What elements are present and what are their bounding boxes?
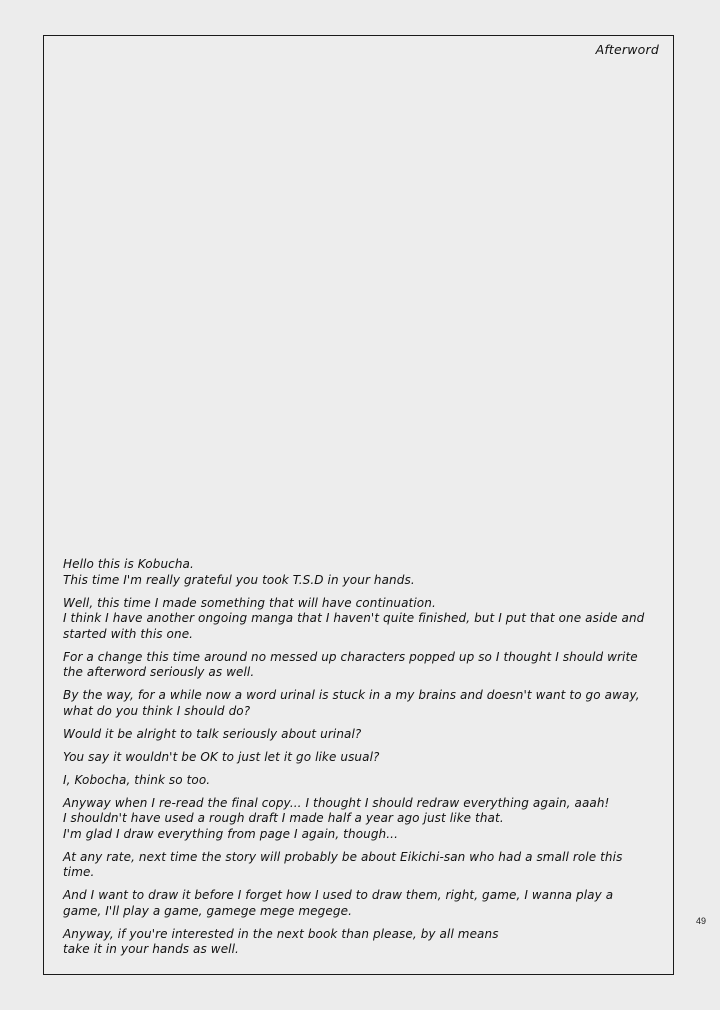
text-line: what do you think I should do? — [63, 703, 251, 718]
paragraph-characters — [63, 650, 663, 681]
page-frame — [43, 35, 674, 975]
afterword-body — [63, 557, 663, 965]
paragraph-agree — [63, 773, 663, 789]
text-line: At any rate, next time the story will probably be about Eikichi-san who had a small role this — [63, 849, 623, 864]
paragraph-urinal-question — [63, 727, 663, 743]
text-line: I'm glad I draw everything from page I again, though... — [63, 826, 399, 841]
text-line: I shouldn't have used a rough draft I made half a year ago just like that. — [63, 811, 504, 825]
text-line: Well, this time I made something that will have continuation. — [63, 595, 436, 610]
text-line: By the way, for a while now a word urinal is stuck in a my brains and doesn't want to go away, — [63, 688, 640, 702]
paragraph-continuation — [63, 596, 663, 643]
paragraph-let-it-go — [63, 750, 663, 766]
text-line: Would it be alright to talk seriously about urinal? — [63, 726, 362, 741]
paragraph-game — [63, 888, 663, 919]
paragraph-next-story — [63, 850, 663, 881]
text-line: This time I'm really grateful you took T.S.D in your hands. — [63, 572, 415, 587]
text-line: And I want to draw it before I forget how I used to draw them, right, game, I wanna play a — [63, 888, 614, 902]
paragraph-closing — [63, 927, 663, 958]
text-line: Anyway, if you're interested in the next book than please, by all means — [63, 926, 499, 941]
text-line: Anyway when I re-read the final copy... I thought I should redraw everything again, aaah! — [63, 795, 610, 810]
text-line: I, Kobocha, think so too. — [63, 772, 211, 787]
page-title: Afterword — [595, 42, 659, 57]
text-line: take it in your hands as well. — [63, 942, 239, 956]
text-line: the afterword seriously as well. — [63, 665, 255, 679]
text-line: Hello this is Kobucha. — [63, 557, 194, 571]
text-line: I think I have another ongoing manga that I haven't quite finished, but I put that one aside and — [63, 611, 645, 625]
text-line: For a change this time around no messed up characters popped up so I thought I should write — [63, 649, 638, 664]
paragraph-greeting — [63, 557, 663, 588]
paragraph-urinal-word — [63, 688, 663, 719]
text-line: game, I'll play a game, gamege mege megege. — [63, 903, 352, 918]
paragraph-final-copy — [63, 796, 663, 843]
text-line: You say it wouldn't be OK to just let it go like usual? — [63, 749, 380, 764]
text-line: time. — [63, 865, 95, 879]
text-line: started with this one. — [63, 626, 194, 641]
page-number: 49 — [696, 916, 707, 926]
